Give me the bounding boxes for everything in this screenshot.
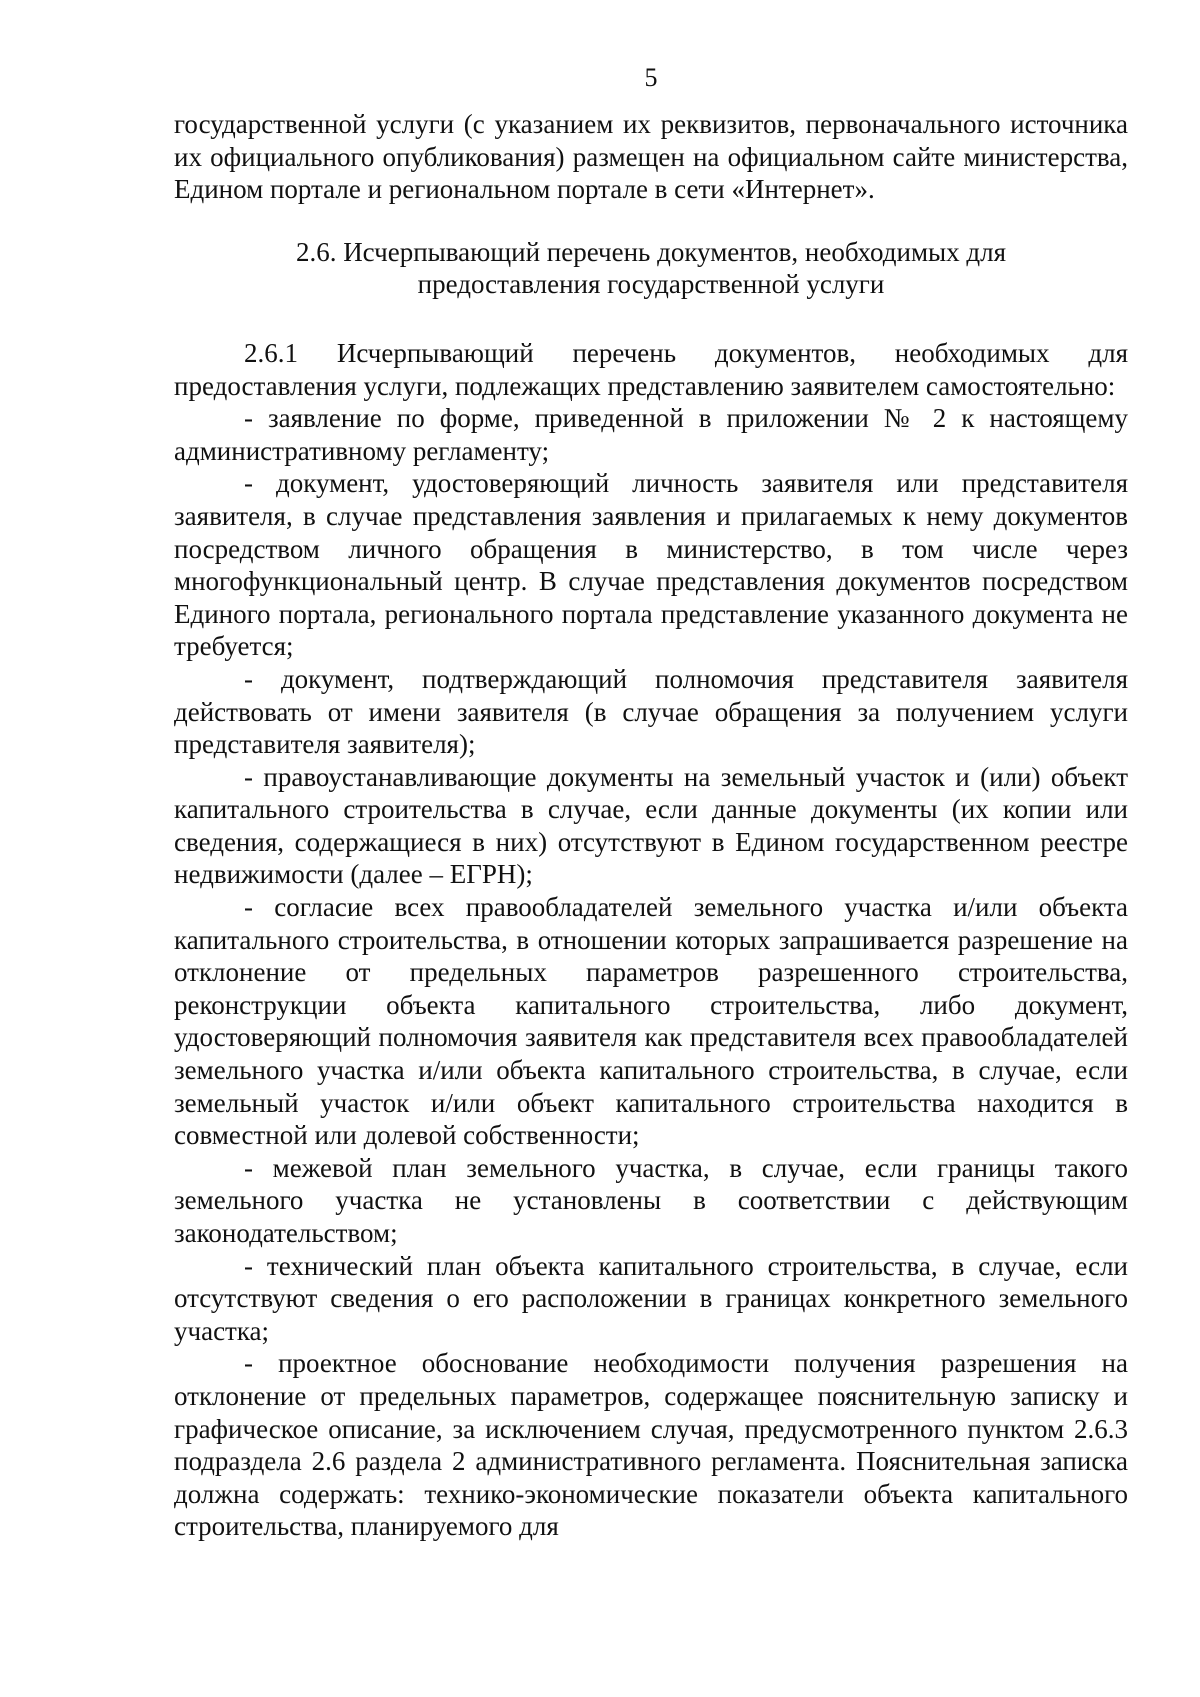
- document-page: [174, 62, 1128, 1543]
- list-item-title-documents: - правоустанавливающие документы на земельный участок и (или) объект капитального строительства в случае, если данные документы (их копии или сведения, содержащиеся в них) отсутствуют в Едином государственном реестре недвижимости (далее – ЕГРН);: [174, 761, 1128, 890]
- list-item-boundary-plan: - межевой план земельного участка, в случае, если границы такого земельного участка не установлены в соответствии с действующим законодательством;: [174, 1152, 1128, 1248]
- page-number: 5: [644, 63, 658, 92]
- list-item-owners-consent: - согласие всех правообладателей земельного участка и/или объекта капитального строительства, в отношении которых запрашивается разрешение на отклонение от предельных параметров разрешенного строительства, реконструкции объекта капитального строительства, либо документ, удостоверяющий полномочия заявителя как представителя всех правообладателей земельного участка и/или объекта капитального строительства, в случае, если земельный участок и/или объект капитального строительства находится в совместной или долевой собственности;: [174, 892, 1128, 1151]
- opening-paragraph: государственной услуги (с указанием их реквизитов, первоначального источника их официального опубликования) размещен на официальном сайте министерства, Едином портале и региональном портале в сети «Интернет».: [174, 109, 1128, 205]
- list-item-authority-document: - документ, подтверждающий полномочия представителя заявителя действовать от имени заявителя (в случае обращения за получением услуги представителя заявителя);: [174, 663, 1128, 760]
- list-item-identity-document: - документ, удостоверяющий личность заявителя или представителя заявителя, в случае представления заявления и прилагаемых к нему документов посредством личного обращения в министерство, в том числе через многофункциональный центр. В случае представления документов посредством Единого портала, регионального портала представление указанного документа не требуется;: [174, 468, 1128, 662]
- section-heading: [174, 236, 1128, 301]
- list-item-technical-plan: - технический план объекта капитального строительства, в случае, если отсутствуют сведения о его расположении в границах конкретного земельного участка;: [174, 1250, 1128, 1346]
- section-heading-line-2: предоставления государственной услуги: [417, 269, 885, 300]
- list-item-application-form: - заявление по форме, приведенной в приложении № 2 к настоящему административному регламенту;: [174, 403, 1128, 466]
- subsection-intro: 2.6.1 Исчерпывающий перечень документов, необходимых для предоставления услуги, подлежащих представлению заявителем самостоятельно:: [174, 337, 1128, 401]
- list-item-project-justification: - проектное обоснование необходимости получения разрешения на отклонение от предельных параметров, содержащее пояснительную записку и графическое описание, за исключением случая, предусмотренного пунктом 2.6.3 подраздела 2.6 раздела 2 административного регламента. Пояснительная записка должна содержать: технико-экономические показатели объекта капитального строительства, планируемого для: [174, 1348, 1128, 1542]
- section-heading-line-1: 2.6. Исчерпывающий перечень документов, необходимых для: [295, 236, 1007, 267]
